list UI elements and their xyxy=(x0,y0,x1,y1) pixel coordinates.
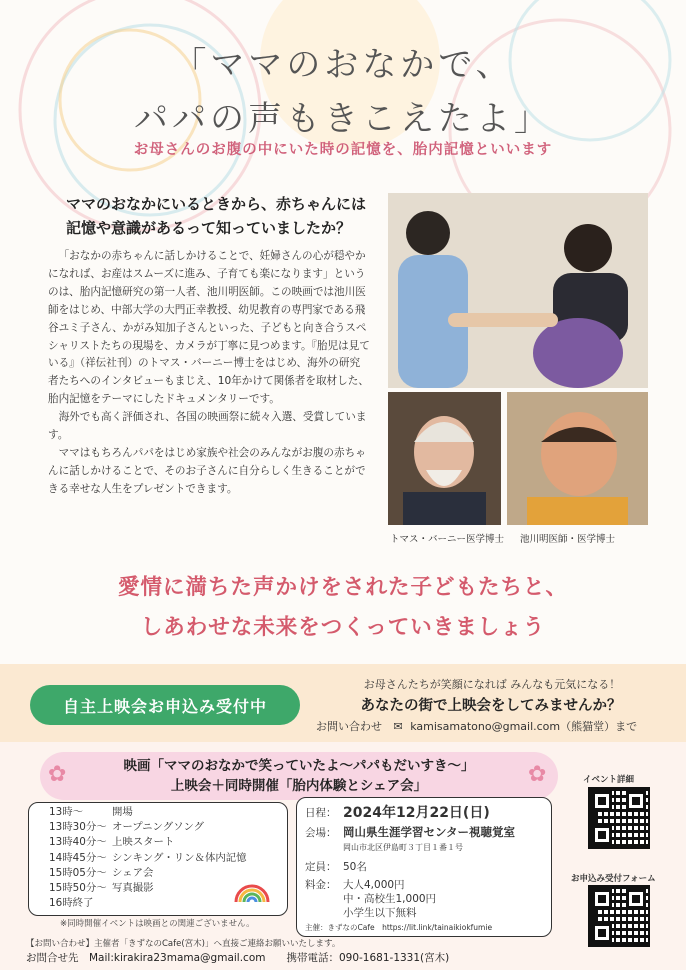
lead-line-2: 記憶や意識があるって知っていましたか？ xyxy=(66,219,352,237)
contact-line xyxy=(316,718,676,734)
fee-child: 小学生以下無料 xyxy=(343,907,417,919)
program-row xyxy=(49,866,287,881)
program-row xyxy=(49,805,287,820)
body-paragraph-3: ママはもちろんパパをはじめ家族や社会のみんながお腹の赤ちゃんに話しかけることで、そのお子さんに自分らしく生きることができる幸せな人生をプレゼントできます。 xyxy=(48,446,366,495)
flower-icon: ✿ xyxy=(48,762,67,787)
program-row xyxy=(49,851,287,866)
photo-doctor-and-pregnant-woman xyxy=(388,193,648,388)
program-item: シンキング・リン＆体内記憶 xyxy=(112,851,247,864)
program-time: 16時終了 xyxy=(49,897,94,910)
program-row xyxy=(49,835,287,850)
program-item: 上映スタート xyxy=(112,836,175,849)
event-subtitle: 上映会＋同時開催「胎内体験とシェア会」 xyxy=(170,778,428,794)
fee-adult: 大人4,000円 xyxy=(343,879,405,891)
program-item: 写真撮影 xyxy=(112,882,154,895)
fee-student: 中・高校生1,000円 xyxy=(343,893,437,905)
body-paragraph-2: 海外でも高く評価され、各国の映画祭に続々入選、受賞しています。 xyxy=(48,411,367,442)
date-label: 日程： xyxy=(305,807,337,819)
invite-question: あなたの街で上映会をしてみませんか？ xyxy=(360,698,622,714)
program-item: シェア会 xyxy=(112,866,154,879)
key-message xyxy=(0,568,686,648)
program-time: 13時40分〜 xyxy=(49,836,107,849)
program-note: ※同時開催イベントは映画との関連ございません。 xyxy=(60,919,255,929)
rainbow-icon xyxy=(232,880,272,904)
venue-address: 岡山市北区伊島町３丁目１番１号 xyxy=(343,843,463,852)
program-time: 13時〜 xyxy=(49,806,84,818)
body-text xyxy=(48,248,370,499)
program-time: 15時05分〜 xyxy=(49,866,107,879)
contact-label: お問い合わせ xyxy=(316,720,382,733)
organizer-line[interactable]: 主催：きずなのCafe https://lit.link/tainaikiokfumie xyxy=(305,923,493,932)
footer-inquiry-note: 【お問い合わせ】主催者「きずなのCafe(宮木)」へ直接ご連絡お願いいたします。 xyxy=(26,939,341,949)
event-info-box xyxy=(296,797,552,937)
message-line-1: 愛情に満ちた声かけをされた子どもたちと、 xyxy=(117,575,568,600)
venue-name: 岡山県生涯学習センター視聴覚室 xyxy=(343,825,516,839)
lead-text xyxy=(66,192,366,240)
photo-thomas-verny xyxy=(388,392,501,525)
title-line-2: パパの声もきこえたよ」 xyxy=(134,99,552,139)
cheer-text: お母さんたちが笑顔になれば みんなも元気になる！ xyxy=(363,678,621,691)
qr-label-application-form: お申込み受付フォーム xyxy=(571,874,656,884)
qr-label-event-details: イベント詳細 xyxy=(583,775,635,785)
qr-code-event-details[interactable] xyxy=(588,787,650,849)
subtitle: お母さんのお腹の中にいた時の記憶を、胎内記憶といいます xyxy=(133,142,553,158)
title-line-1: 「ママのおなかで、 xyxy=(172,45,514,85)
lead-line-1: ママのおなかにいるときから、赤ちゃんには xyxy=(66,195,367,213)
program-row xyxy=(49,820,287,835)
program-time: 13時30分〜 xyxy=(49,821,107,834)
film-title-line: 映画「ママのおなかで笑っていたよ〜パパもだいすき〜」 xyxy=(123,758,475,774)
capacity-label: 定員： xyxy=(305,861,337,873)
venue-label: 会場： xyxy=(305,827,337,839)
photo-akira-ikegawa xyxy=(507,392,648,525)
fee-label: 料金： xyxy=(305,879,337,891)
program-item: オープニングソング xyxy=(112,821,205,834)
body-paragraph-1: 「おなかの赤ちゃんに話しかけることで、妊婦さんの心が穏やかになれば、お産はスムーズに進み、子育ても楽になります」というのは、胎内記憶研究の第一人者、池川明医師。この映画では池川医師をはじめ、中部大学の大門正幸教授、幼児教育の専門家である飛谷ユミ子さん、かがみ知加子さんといった、子どもと向き合うスペシャリストたちの現場を、カメラが丁寧に見つめます。『胎児は見ている』（祥伝社刊）のトマス・バーニー博士をはじめ、海外の研究者たちへのインタビューもまじえ、10年かけて関係者を取材した、胎内記憶をテーマにしたドキュメンタリーです。 xyxy=(48,250,370,406)
program-item: 開場 xyxy=(112,806,133,818)
contact-email[interactable]: kamisamatono@gmail.com（熊猫堂）まで xyxy=(410,720,638,733)
program-time: 14時45分〜 xyxy=(49,851,107,864)
qr-code-application-form[interactable] xyxy=(588,885,650,947)
caption-thomas-verny: トマス・バーニー医学博士 xyxy=(390,534,505,545)
film-title xyxy=(40,756,558,796)
message-line-2: しあわせな未来をつくっていきましょう xyxy=(140,615,546,640)
caption-akira-ikegawa: 池川明医師・医学博士 xyxy=(520,534,616,545)
event-date: 2024年12月22日(日) xyxy=(343,805,490,821)
page-title xyxy=(0,38,686,146)
program-time: 15時50分〜 xyxy=(49,882,107,895)
footer-contact: お問合せ先 Mail:kirakira23mama@gmail.com 携帯電話：090-1681-1331(宮木) xyxy=(26,952,450,964)
mail-icon: ✉ xyxy=(393,720,403,733)
apply-screening-button[interactable]: 自主上映会お申込み受付中 xyxy=(30,685,300,725)
flower-icon: ✿ xyxy=(528,762,547,787)
capacity-value: 50名 xyxy=(343,861,367,873)
